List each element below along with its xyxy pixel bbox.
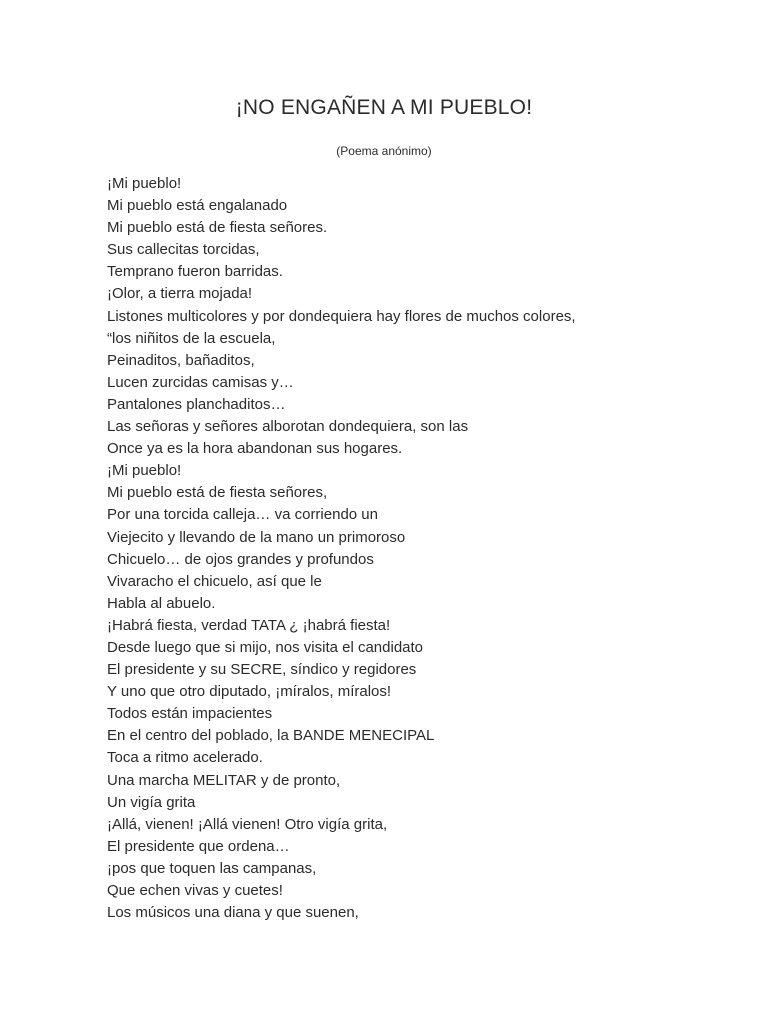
poem-line: El presidente que ordena…	[107, 837, 290, 855]
poem-title: ¡NO ENGAÑEN A MI PUEBLO!	[235, 96, 533, 119]
poem-line: Mi pueblo está de fiesta señores.	[107, 219, 328, 237]
poem-line: Listones multicolores y por dondequiera hay flores de muchos colores,	[107, 307, 576, 325]
poem-line: ¡Olor, a tierra mojada!	[107, 285, 253, 303]
poem-line: Viejecito y llevando de la mano un primoroso	[107, 528, 406, 546]
poem-line: Todos están impacientes	[107, 705, 273, 723]
poem-body	[107, 173, 747, 924]
poem-subtitle: (Poema anónimo)	[336, 144, 432, 158]
poem-line: Toca a ritmo acelerado.	[107, 749, 263, 767]
poem-line: Desde luego que si mijo, nos visita el candidato	[107, 638, 424, 656]
poem-line: Chicuelo… de ojos grandes y profundos	[107, 550, 374, 568]
poem-line: Habla al abuelo.	[107, 594, 216, 612]
poem-line: Por una torcida calleja… va corriendo un	[107, 506, 378, 524]
poem-line: Vivaracho el chicuelo, así que le	[107, 572, 322, 590]
poem-line: Sus callecitas torcidas,	[107, 241, 260, 259]
poem-line: “los niñitos de la escuela,	[107, 329, 276, 347]
poem-line: Pantalones planchaditos…	[107, 395, 286, 413]
poem-line: Y uno que otro diputado, ¡míralos, míralos!	[107, 683, 392, 701]
poem-line: ¡Mi pueblo!	[107, 175, 182, 192]
poem-line: Que echen vivas y cuetes!	[107, 882, 283, 899]
poem-line: Peinaditos, bañaditos,	[107, 351, 255, 369]
poem-line: El presidente y su SECRE, síndico y regidores	[107, 661, 417, 679]
poem-line: Mi pueblo está de fiesta señores,	[107, 484, 328, 502]
poem-line: En el centro del poblado, la BANDE MENECIPAL	[107, 727, 435, 745]
poem-line: Los músicos una diana y que suenen,	[107, 904, 359, 922]
poem-line: ¡Allá, vienen! ¡Allá vienen! Otro vigía grita,	[107, 815, 388, 833]
poem-line: Las señoras y señores alborotan dondequiera, son las	[107, 418, 469, 436]
poem-line: Temprano fueron barridas.	[107, 263, 283, 281]
poem-line: ¡pos que toquen las campanas,	[107, 859, 317, 877]
poem-line: ¡Habrá fiesta, verdad TATA ¿ ¡habrá fiesta!	[107, 616, 391, 634]
poem-line: Once ya es la hora abandonan sus hogares.	[107, 440, 403, 458]
poem-line: Un vigía grita	[107, 793, 196, 811]
poem-line: Una marcha MELITAR y de pronto,	[107, 771, 341, 789]
poem-line: Mi pueblo está engalanado	[107, 197, 288, 215]
poem-line: ¡Mi pueblo!	[107, 462, 182, 480]
poem-line: Lucen zurcidas camisas y…	[107, 373, 294, 391]
